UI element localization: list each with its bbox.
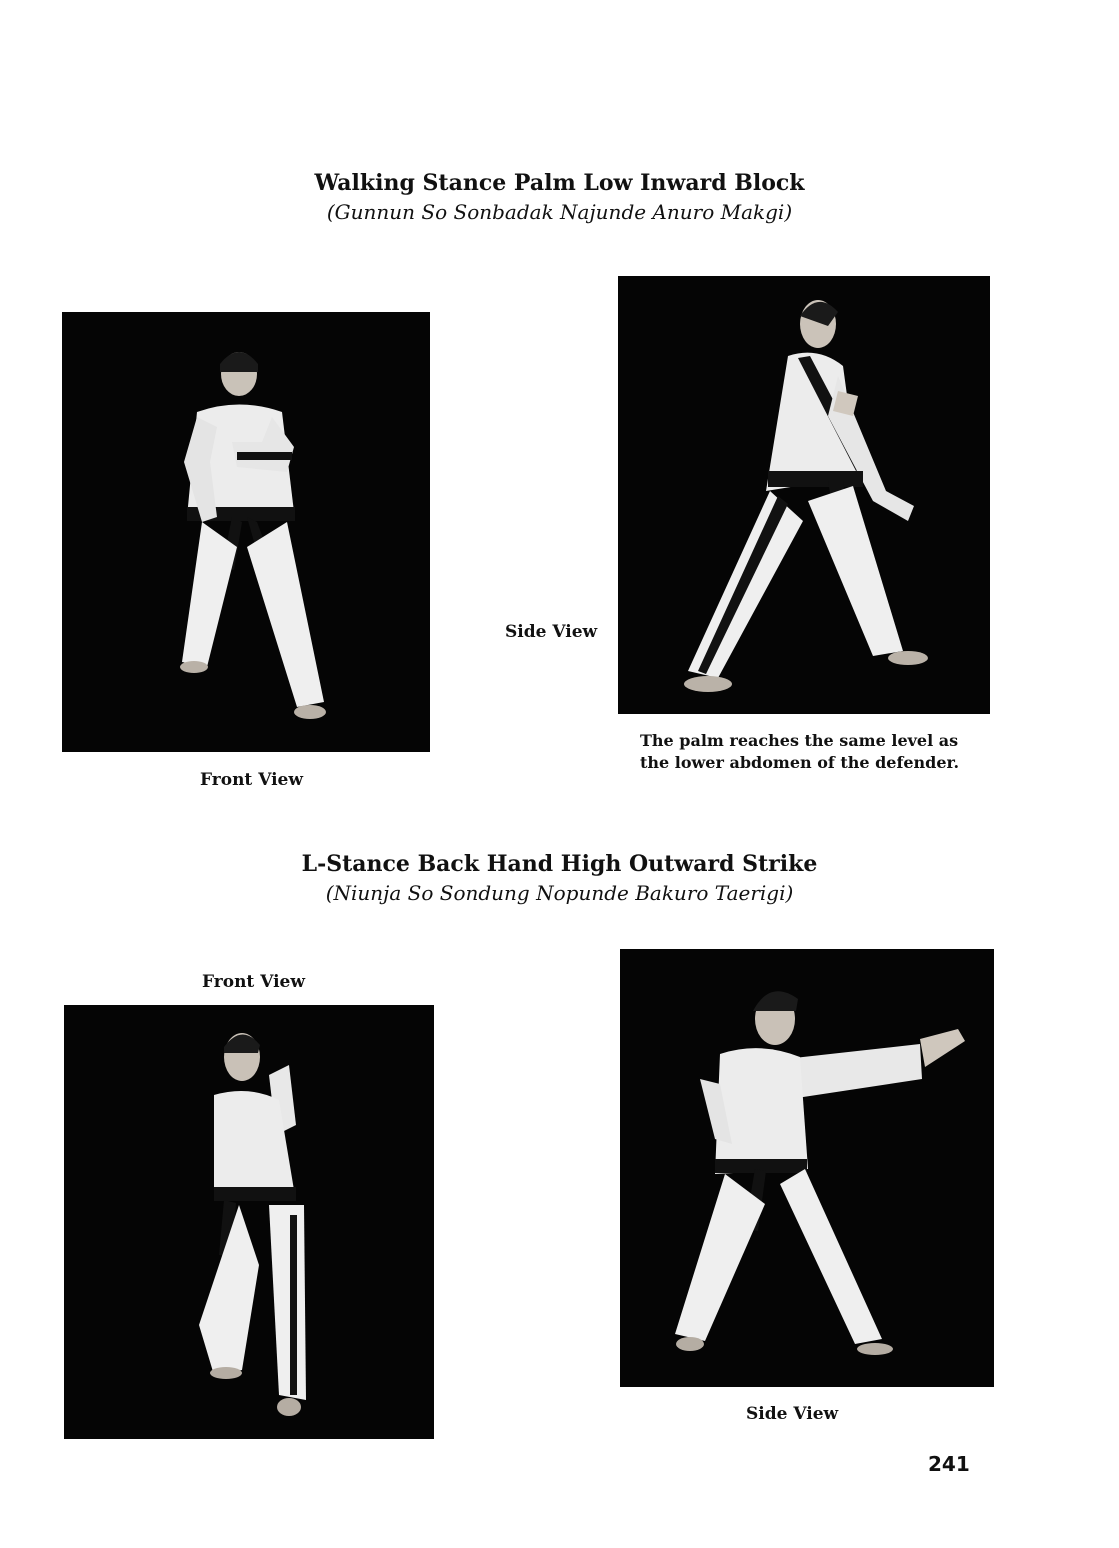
section1-title: Walking Stance Palm Low Inward Block bbox=[314, 170, 805, 196]
page-number: 241 bbox=[928, 1452, 970, 1476]
photo-walking-stance-front bbox=[62, 312, 430, 752]
section1-note bbox=[640, 730, 959, 774]
section2-subtitle: (Niunja So Sondung Nopunde Bakuro Taerigi) bbox=[325, 881, 794, 905]
section1-subtitle: (Gunnun So Sonbadak Najunde Anuro Makgi) bbox=[326, 200, 793, 224]
section1-note-line2: the lower abdomen of the defender. bbox=[640, 753, 960, 772]
photo-l-stance-side bbox=[620, 949, 994, 1387]
section2-front-caption: Front View bbox=[202, 972, 305, 992]
section1-side-caption: Side View bbox=[505, 622, 598, 642]
section1-note-line1: The palm reaches the same level as bbox=[640, 731, 959, 750]
photo-l-stance-front bbox=[64, 1005, 434, 1439]
section1-front-caption: Front View bbox=[200, 770, 303, 790]
section2-side-caption: Side View bbox=[746, 1404, 839, 1424]
section2-title: L-Stance Back Hand High Outward Strike bbox=[301, 851, 818, 877]
photo-walking-stance-side bbox=[618, 276, 990, 714]
